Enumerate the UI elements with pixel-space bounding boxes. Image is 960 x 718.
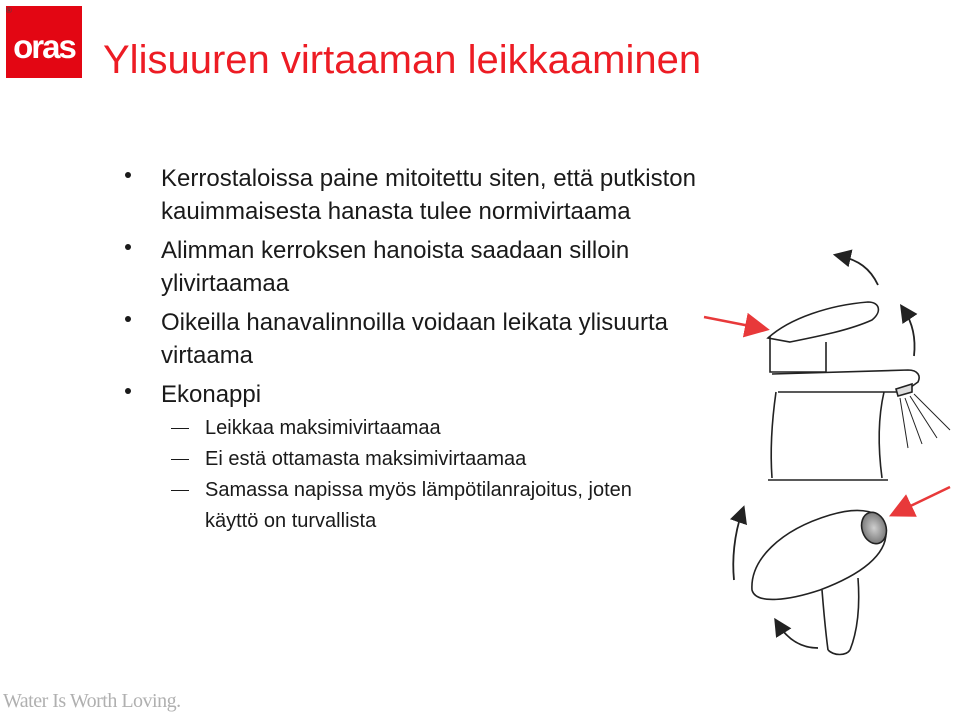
footer-tagline: Water Is Worth Loving.	[3, 690, 181, 712]
dash-marker	[171, 459, 189, 460]
logo-text: oras	[13, 28, 75, 65]
bullet-text: Kerrostaloissa paine mitoitettu siten, että putkiston kauimmaisesta hanasta tulee normivirtaama	[161, 165, 696, 225]
faucet-illustration	[690, 245, 960, 665]
bullet-text: Oikeilla hanavalinnoilla voidaan leikata ylisuurta virtaama	[161, 309, 668, 369]
red-pointer-arrow-icon	[898, 487, 950, 512]
oras-logo	[6, 6, 82, 78]
bullet-text: Ekonappi	[161, 381, 262, 408]
bullet-dot	[125, 316, 131, 322]
bullet-dot	[125, 172, 131, 178]
registered-mark: ®	[6, 6, 12, 15]
rotation-arrow-icon	[904, 310, 915, 356]
red-pointer-arrow-icon	[704, 317, 760, 328]
sub-bullet-item	[125, 413, 715, 444]
bullet-dot	[125, 244, 131, 250]
bullet-item	[125, 378, 715, 411]
rotation-arrow-icon	[840, 256, 878, 285]
sub-bullet-text: Leikkaa maksimivirtaamaa	[205, 417, 441, 439]
dash-marker	[171, 490, 189, 491]
dash-marker	[171, 428, 189, 429]
faucet-top-view	[752, 509, 890, 654]
sub-bullet-item	[125, 475, 675, 537]
sub-bullet-item	[125, 444, 715, 475]
rotation-arrow-icon	[733, 512, 742, 580]
rotation-arrow-icon	[778, 624, 818, 648]
faucet-side-view	[768, 302, 950, 480]
bullet-dot	[125, 388, 131, 394]
slide-title: Ylisuuren virtaaman leikkaaminen	[103, 38, 702, 82]
bullet-text: Alimman kerroksen hanoista saadaan silloin ylivirtaamaa	[161, 237, 630, 297]
bullet-item	[125, 162, 715, 228]
bullet-item	[125, 234, 715, 300]
sub-bullet-text: Ei estä ottamasta maksimivirtaamaa	[205, 448, 527, 470]
bullet-list	[125, 162, 715, 537]
bullet-item	[125, 306, 715, 372]
sub-bullet-text: Samassa napissa myös lämpötilanrajoitus, joten käyttö on turvallista	[205, 479, 632, 532]
